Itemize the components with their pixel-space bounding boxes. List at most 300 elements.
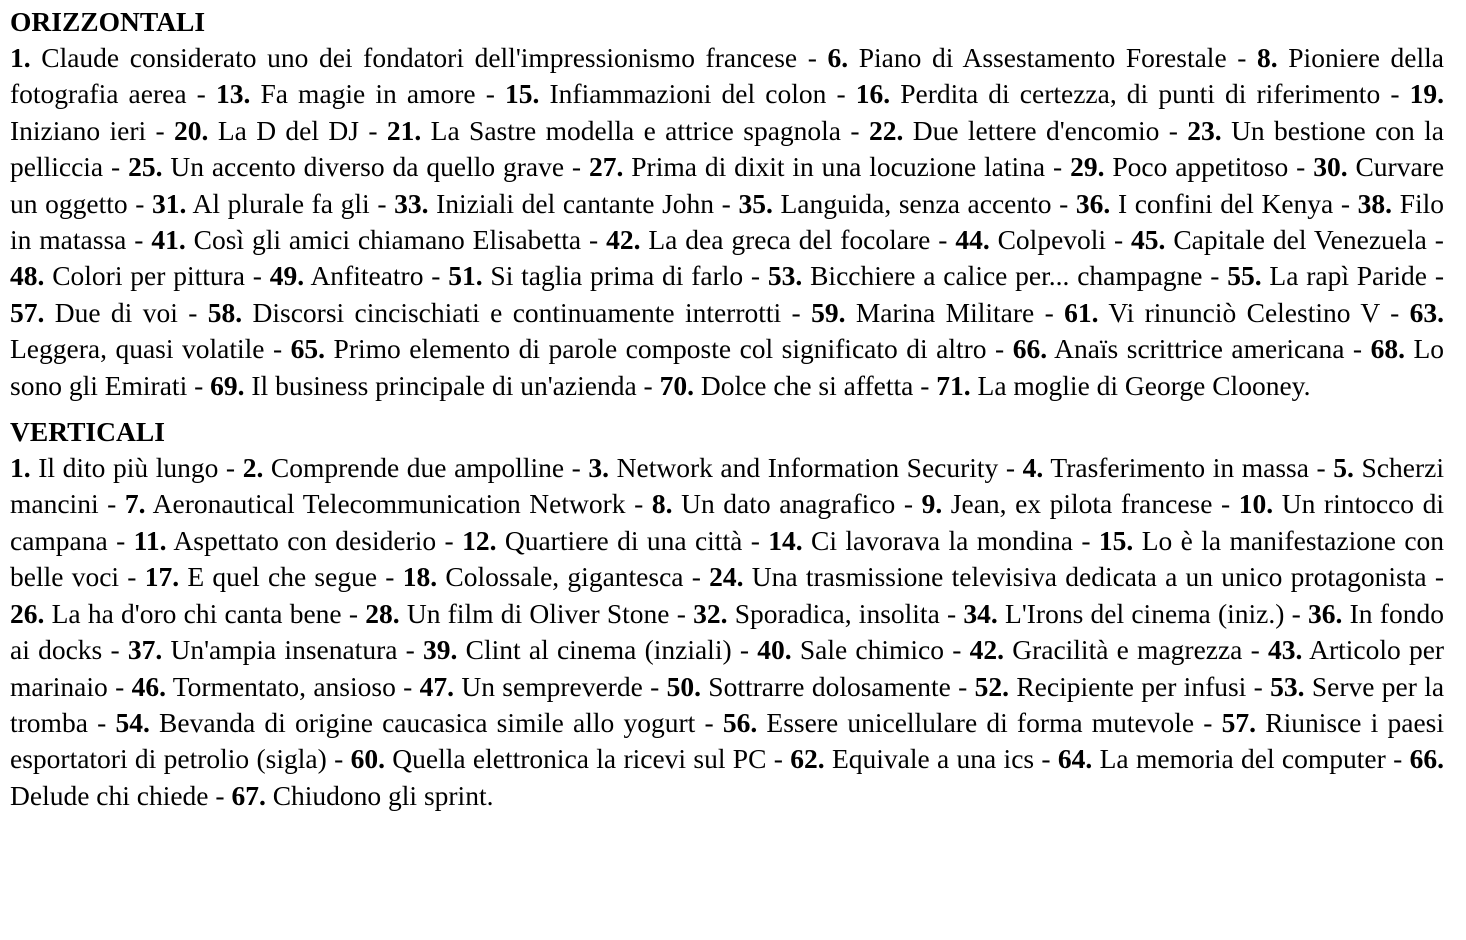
clue bbox=[828, 42, 1227, 73]
clue-separator: - bbox=[1426, 224, 1444, 256]
clue-separator: - bbox=[177, 296, 208, 328]
clue-text: Bicchiere a calice per... champagne bbox=[810, 260, 1203, 292]
clue-number: 49. bbox=[269, 260, 305, 292]
clue-number: 52. bbox=[974, 670, 1010, 702]
clue-separator: - bbox=[986, 333, 1013, 365]
clue-text: Essere unicellulare di forma mutevole bbox=[766, 706, 1195, 738]
clue bbox=[1076, 188, 1333, 219]
clue-number: 67. bbox=[231, 779, 266, 811]
clue bbox=[365, 598, 669, 629]
clue-separator: - bbox=[683, 561, 710, 593]
clue bbox=[115, 707, 695, 738]
clue bbox=[738, 188, 1051, 219]
clue-separator: - bbox=[1284, 597, 1309, 629]
clue-number: 30. bbox=[1313, 151, 1348, 183]
clue-text: Quella elettronica la ricevi sul PC bbox=[392, 743, 767, 775]
clue bbox=[448, 260, 743, 291]
clue-separator: - bbox=[1426, 561, 1445, 593]
clue-separator: - bbox=[797, 42, 828, 73]
clue-separator: - bbox=[1344, 333, 1371, 365]
clue-number: 71. bbox=[936, 369, 971, 401]
clue bbox=[768, 260, 1203, 291]
clue-separator: - bbox=[742, 524, 769, 556]
clue bbox=[128, 634, 398, 665]
clue-text: La dea greca del focolare bbox=[648, 224, 931, 256]
clue-separator: - bbox=[1034, 743, 1058, 775]
clue bbox=[970, 634, 1243, 665]
clue-separator: - bbox=[669, 597, 694, 629]
clue-text: Sale chimico bbox=[799, 634, 944, 666]
clue-number: 34. bbox=[963, 597, 998, 629]
clue-separator: - bbox=[895, 488, 922, 520]
clue-number: 58. bbox=[207, 296, 243, 328]
clue-number: 25. bbox=[128, 151, 163, 183]
clue-number: 38. bbox=[1357, 187, 1393, 219]
clue-number: 21. bbox=[386, 114, 422, 146]
clue-text: Colpevoli bbox=[997, 224, 1107, 256]
clue-separator: - bbox=[107, 670, 132, 702]
clue bbox=[387, 115, 841, 146]
clue bbox=[423, 634, 732, 665]
clue bbox=[125, 488, 626, 519]
clue-text: Dolce che si affetta bbox=[700, 369, 914, 401]
clues-orizzontali bbox=[10, 40, 1444, 404]
clue-number: 4. bbox=[1022, 452, 1044, 484]
clue bbox=[291, 333, 987, 364]
clue-separator: - bbox=[244, 260, 270, 292]
clue-text: Iniziali del cantante John bbox=[436, 187, 715, 219]
clue-text: In fondo ai docks bbox=[10, 597, 1444, 666]
clue-text: I confini del Kenya bbox=[1117, 187, 1334, 219]
clue-separator: - bbox=[636, 369, 660, 401]
clue-text: Anfiteatro bbox=[310, 260, 424, 292]
clue-text: Un sempreverde bbox=[461, 670, 643, 702]
clue-separator: - bbox=[87, 706, 116, 738]
clue-separator: - bbox=[642, 670, 667, 702]
clue-separator: - bbox=[187, 369, 211, 401]
clue-number: 26. bbox=[10, 597, 45, 629]
clue-separator: - bbox=[127, 187, 153, 219]
clue-number: 48. bbox=[10, 260, 45, 292]
clue-separator: - bbox=[475, 78, 506, 110]
clue-text: La memoria del computer bbox=[1099, 743, 1386, 775]
clue-number: 57. bbox=[1221, 706, 1257, 738]
clue-separator: - bbox=[930, 224, 956, 256]
clue-separator: - bbox=[208, 779, 232, 811]
clue-separator: - bbox=[564, 151, 589, 183]
clue-number: 36. bbox=[1075, 187, 1111, 219]
clue bbox=[10, 42, 797, 73]
clue-number: 40. bbox=[757, 634, 792, 666]
clue-separator: - bbox=[625, 488, 652, 520]
clue-separator: - bbox=[1226, 42, 1258, 73]
clue-separator: - bbox=[1212, 488, 1239, 520]
clue-separator: - bbox=[436, 524, 463, 556]
section-verticali bbox=[10, 414, 1444, 814]
clue-number: 13. bbox=[215, 78, 251, 110]
clue bbox=[208, 297, 781, 328]
clue-separator: - bbox=[341, 597, 366, 629]
clue-separator: - bbox=[766, 743, 791, 775]
clue-text: Aeronautical Telecommunication Network bbox=[152, 488, 626, 520]
clue-number: 24. bbox=[709, 561, 744, 593]
clue-text: Claude considerato uno dei fondatori dell'impressionismo francese bbox=[41, 42, 798, 73]
clue-text: Primo elemento di parole composte col significato di altro bbox=[333, 333, 987, 365]
clue-text: Colori per pittura bbox=[52, 260, 245, 292]
clue-separator: - bbox=[103, 151, 129, 183]
clue bbox=[132, 671, 396, 702]
clue-separator: - bbox=[826, 78, 856, 110]
clue-number: 16. bbox=[855, 78, 891, 110]
clue-text: Colossale, gigantesca bbox=[445, 561, 684, 593]
clue-number: 69. bbox=[210, 369, 245, 401]
clue-text: Un bestione con la pelliccia bbox=[10, 114, 1445, 183]
clue bbox=[667, 671, 951, 702]
clue-number: 20. bbox=[174, 114, 209, 146]
section-title-verticali: VERTICALI bbox=[10, 416, 165, 448]
clue-text: Trasferimento in massa bbox=[1050, 452, 1309, 484]
clue-number: 14. bbox=[768, 524, 803, 556]
clue-text: Serve per la tromba bbox=[10, 670, 1445, 738]
clue-text: La ha d'oro chi canta bene bbox=[51, 597, 342, 629]
clue-number: 32. bbox=[693, 597, 728, 629]
clue-separator: - bbox=[397, 634, 424, 666]
clue-number: 59. bbox=[811, 296, 846, 328]
clue-text: Sottrarre dolosamente bbox=[708, 670, 951, 702]
clue bbox=[151, 224, 581, 255]
clue bbox=[174, 115, 359, 146]
clue-text: Si taglia prima di farlo bbox=[490, 260, 744, 292]
clue-text: Un accento diverso da quello grave bbox=[170, 151, 565, 183]
clue-text: Il dito più lungo bbox=[38, 452, 219, 484]
clue-text: Curvare un oggetto bbox=[10, 151, 1445, 219]
clue-number: 42. bbox=[606, 224, 641, 256]
clue-text: Leggera, quasi volatile bbox=[10, 333, 265, 365]
clue-text: Vi rinunciò Celestino V bbox=[1108, 296, 1380, 328]
clue-separator: - bbox=[1380, 78, 1410, 110]
clue-text: Così gli amici chiamano Elisabetta bbox=[193, 224, 582, 256]
clue-separator: - bbox=[731, 634, 758, 666]
clue-separator: - bbox=[1051, 187, 1076, 219]
clue-number: 36. bbox=[1308, 597, 1343, 629]
clue bbox=[10, 598, 342, 629]
clue-text: Chiudono gli sprint. bbox=[272, 779, 494, 811]
clue-number: 11. bbox=[133, 524, 167, 556]
clue bbox=[462, 525, 742, 556]
clue-text: Fa magie in amore bbox=[260, 78, 476, 110]
clues-verticali bbox=[10, 450, 1444, 814]
clue-text: Prima di dixit in una locuzione latina bbox=[631, 151, 1046, 183]
clue-number: 28. bbox=[365, 597, 400, 629]
clue bbox=[955, 224, 1106, 255]
clue bbox=[1064, 297, 1380, 328]
clue bbox=[243, 452, 564, 483]
clue-text: Anaïs scrittrice americana bbox=[1054, 333, 1345, 365]
clue bbox=[922, 488, 1213, 519]
clue-text: Articolo per marinaio bbox=[10, 634, 1445, 702]
clue-separator: - bbox=[264, 333, 291, 365]
clue-separator: - bbox=[102, 634, 128, 666]
clue-separator: - bbox=[1072, 524, 1099, 556]
clue-number: 23. bbox=[1187, 114, 1222, 146]
clue bbox=[856, 78, 1380, 109]
clue bbox=[963, 598, 1284, 629]
clue-separator: - bbox=[781, 296, 812, 328]
clue-number: 60. bbox=[350, 743, 385, 775]
clue-number: 57. bbox=[10, 296, 45, 328]
clue-text: Delude chi chiede bbox=[10, 779, 209, 811]
clue-number: 17. bbox=[144, 561, 180, 593]
clue-text: Quartiere di una città bbox=[504, 524, 743, 556]
clue-separator: - bbox=[1202, 260, 1228, 292]
clue-number: 39. bbox=[423, 634, 458, 666]
clue-number: 2. bbox=[242, 452, 264, 484]
clue-separator: - bbox=[944, 634, 970, 666]
clue-separator: - bbox=[1385, 743, 1410, 775]
clue-number: 8. bbox=[1257, 42, 1278, 73]
clue-separator: - bbox=[326, 743, 351, 775]
clue bbox=[975, 671, 1247, 702]
clue-text: Una trasmissione televisiva dedicata a un unico protagonista bbox=[751, 561, 1427, 593]
clue-separator: - bbox=[358, 114, 387, 146]
clue bbox=[216, 78, 476, 109]
clue-text: Un rintocco di campana bbox=[10, 488, 1444, 556]
clue-number: 63. bbox=[1409, 296, 1444, 328]
clue-separator: - bbox=[377, 561, 403, 593]
clue-separator: - bbox=[939, 597, 964, 629]
clue-number: 15. bbox=[1098, 524, 1134, 556]
clue-separator: - bbox=[1159, 114, 1188, 146]
clue-text: Marina Militare bbox=[855, 296, 1035, 328]
clue-separator: - bbox=[1106, 224, 1132, 256]
clue-separator: - bbox=[1194, 706, 1222, 738]
clue-number: 61. bbox=[1064, 296, 1099, 328]
clue-text: Aspettato con desiderio bbox=[173, 524, 437, 556]
clue-text: Bevanda di origine caucasica simile allo yogurt bbox=[159, 706, 696, 738]
clue-number: 33. bbox=[394, 187, 429, 219]
clue-text: Comprende due ampolline bbox=[270, 452, 565, 484]
clue-text: Equivale a una ics bbox=[831, 743, 1035, 775]
clue-number: 15. bbox=[505, 78, 540, 110]
clue-text: Ci lavorava la mondina bbox=[811, 524, 1073, 556]
clue-number: 54. bbox=[115, 706, 150, 738]
clue-separator: - bbox=[743, 260, 768, 292]
clue bbox=[10, 452, 218, 483]
clue-text: Due di voi bbox=[54, 296, 178, 328]
clue-text: Infiammazioni del colon bbox=[549, 78, 827, 110]
clue-text: Un'ampia insenatura bbox=[170, 634, 398, 666]
clue-separator: - bbox=[98, 488, 125, 520]
clue-separator: - bbox=[695, 706, 723, 738]
clue-text: La Sastre modella e attrice spagnola bbox=[430, 114, 842, 146]
clue-number: 53. bbox=[767, 260, 803, 292]
clue-number: 50. bbox=[666, 670, 701, 702]
clue-text: Network and Information Security bbox=[616, 452, 999, 484]
clue-separator: - bbox=[1427, 260, 1444, 292]
clue bbox=[709, 561, 1426, 592]
clue bbox=[420, 671, 643, 702]
clue-number: 22. bbox=[868, 114, 904, 146]
clue-number: 62. bbox=[790, 743, 825, 775]
clue-text: Gracilità e magrezza bbox=[1012, 634, 1243, 666]
clue-text: Iniziano ieri bbox=[10, 114, 147, 146]
clue-number: 56. bbox=[722, 706, 758, 738]
clue-text: La rapì Paride bbox=[1269, 260, 1428, 292]
clue-text: La moglie di George Clooney. bbox=[977, 369, 1311, 401]
clue-text: Discorsi cincischiati e continuamente interrotti bbox=[252, 296, 782, 328]
clue-number: 65. bbox=[290, 333, 326, 365]
clue-number: 27. bbox=[588, 151, 624, 183]
clue-text: Tormentato, ansioso bbox=[172, 670, 396, 702]
clue-separator: - bbox=[107, 524, 134, 556]
clue-separator: - bbox=[913, 369, 937, 401]
clue bbox=[723, 707, 1194, 738]
clue-number: 1. bbox=[10, 42, 31, 73]
clue-text: E quel che segue bbox=[187, 561, 378, 593]
clue-separator: - bbox=[369, 187, 395, 219]
clue bbox=[936, 370, 1310, 401]
clue bbox=[351, 743, 767, 774]
clue-separator: - bbox=[1045, 151, 1071, 183]
clue bbox=[811, 297, 1034, 328]
clue-separator: - bbox=[950, 670, 975, 702]
clue bbox=[660, 370, 914, 401]
clue-text: L'Irons del cinema (iniz.) bbox=[1005, 597, 1285, 629]
clue-number: 1. bbox=[10, 452, 31, 484]
clue bbox=[1058, 743, 1386, 774]
clue bbox=[1227, 260, 1427, 291]
clue-number: 35. bbox=[738, 187, 773, 219]
clue bbox=[1023, 452, 1309, 483]
clue-number: 51. bbox=[448, 260, 483, 292]
clue-number: 53. bbox=[1270, 670, 1305, 702]
clue-text: Filo in matassa bbox=[10, 187, 1445, 256]
clue bbox=[134, 525, 436, 556]
clue bbox=[869, 115, 1159, 146]
clue-separator: - bbox=[581, 224, 607, 256]
clue-text: Perdita di certezza, di punti di riferimento bbox=[900, 78, 1381, 110]
clue-separator: - bbox=[1308, 452, 1334, 484]
clue-text: Scherzi mancini bbox=[10, 452, 1444, 520]
clue bbox=[10, 297, 178, 328]
clue bbox=[152, 188, 370, 219]
clue-number: 9. bbox=[921, 488, 943, 520]
clue-text: Lo è la manifestazione con belle voci bbox=[10, 524, 1445, 593]
clue-number: 3. bbox=[588, 452, 610, 484]
clue-separator: - bbox=[218, 452, 243, 484]
clue bbox=[270, 260, 424, 291]
clue bbox=[394, 188, 714, 219]
clue bbox=[768, 525, 1073, 556]
clue-separator: - bbox=[1333, 187, 1358, 219]
clue bbox=[1070, 151, 1288, 182]
clue bbox=[10, 260, 245, 291]
clue-separator: - bbox=[1288, 151, 1314, 183]
clue bbox=[145, 561, 377, 592]
clue-separator: - bbox=[423, 260, 449, 292]
clue-separator: - bbox=[714, 187, 739, 219]
clue-number: 8. bbox=[651, 488, 673, 520]
clue-number: 12. bbox=[462, 524, 497, 556]
clue-number: 37. bbox=[127, 634, 163, 666]
clue-text: Piano di Assestamento Forestale bbox=[858, 42, 1227, 73]
clue bbox=[1013, 333, 1345, 364]
clue-text: Clint al cinema (inziali) bbox=[465, 634, 732, 666]
clue-number: 68. bbox=[1370, 333, 1405, 365]
clue-text: Poco appetitoso bbox=[1112, 151, 1289, 183]
clue-text: Capitale del Venezuela bbox=[1173, 224, 1427, 256]
clue-number: 45. bbox=[1131, 224, 1166, 256]
clue-separator: - bbox=[1379, 296, 1410, 328]
clue bbox=[790, 743, 1034, 774]
clue-text: Lo sono gli Emirati bbox=[10, 333, 1445, 401]
clue-separator: - bbox=[126, 224, 152, 256]
clue-text: Pioniere della fotografia aerea bbox=[10, 42, 1444, 110]
clue-text: Il business principale di un'azienda bbox=[251, 369, 637, 401]
clue-number: 55. bbox=[1227, 260, 1262, 292]
clue-text: La D del DJ bbox=[217, 114, 359, 146]
clue-text: Languida, senza accento bbox=[780, 187, 1052, 219]
clue-text: Al plurale fa gli bbox=[192, 187, 370, 219]
section-orizzontali bbox=[10, 4, 1444, 404]
clue-separator: - bbox=[564, 452, 589, 484]
clue-number: 18. bbox=[402, 561, 438, 593]
clue-text: Recipiente per infusi bbox=[1016, 670, 1247, 702]
clue bbox=[588, 452, 998, 483]
clue-separator: - bbox=[998, 452, 1023, 484]
clue bbox=[231, 780, 493, 811]
clue-number: 44. bbox=[955, 224, 990, 256]
clue-number: 7. bbox=[124, 488, 146, 520]
clue-separator: - bbox=[1242, 634, 1268, 666]
clue-number: 64. bbox=[1057, 743, 1093, 775]
clue bbox=[693, 598, 940, 629]
clue-number: 5. bbox=[1333, 452, 1354, 484]
clue-number: 46. bbox=[131, 670, 166, 702]
clue-number: 10. bbox=[1238, 488, 1274, 520]
clue-separator: - bbox=[841, 114, 869, 146]
clue bbox=[505, 78, 826, 109]
clue bbox=[757, 634, 944, 665]
clue-number: 29. bbox=[1070, 151, 1105, 183]
clue-text: Un film di Oliver Stone bbox=[406, 597, 670, 629]
clue-separator: - bbox=[146, 114, 175, 146]
clue-separator: - bbox=[1246, 670, 1271, 702]
clue bbox=[606, 224, 930, 255]
clue-number: 43. bbox=[1268, 634, 1303, 666]
clue-number: 41. bbox=[151, 224, 186, 256]
clue bbox=[1131, 224, 1427, 255]
section-title-orizzontali: ORIZZONTALI bbox=[10, 6, 206, 37]
clue-text: Due lettere d'encomio bbox=[912, 114, 1160, 146]
clue-separator: - bbox=[186, 78, 216, 110]
clue bbox=[128, 151, 564, 182]
clue bbox=[403, 561, 684, 592]
clue-separator: - bbox=[119, 561, 145, 593]
clue-separator: - bbox=[1034, 296, 1065, 328]
clue-number: 19. bbox=[1409, 78, 1444, 110]
clue-number: 6. bbox=[827, 42, 849, 73]
clue-text: Sporadica, insolita bbox=[734, 597, 940, 629]
clue-text: Jean, ex pilota francese bbox=[950, 488, 1213, 520]
clue-number: 66. bbox=[1409, 743, 1444, 775]
clue-number: 47. bbox=[419, 670, 455, 702]
clue-text: Riunisce i paesi esportatori di petrolio (sigla) bbox=[10, 706, 1444, 775]
clue-number: 70. bbox=[659, 369, 694, 401]
clue bbox=[210, 370, 637, 401]
clue-number: 66. bbox=[1012, 333, 1048, 365]
clue-separator: - bbox=[395, 670, 420, 702]
